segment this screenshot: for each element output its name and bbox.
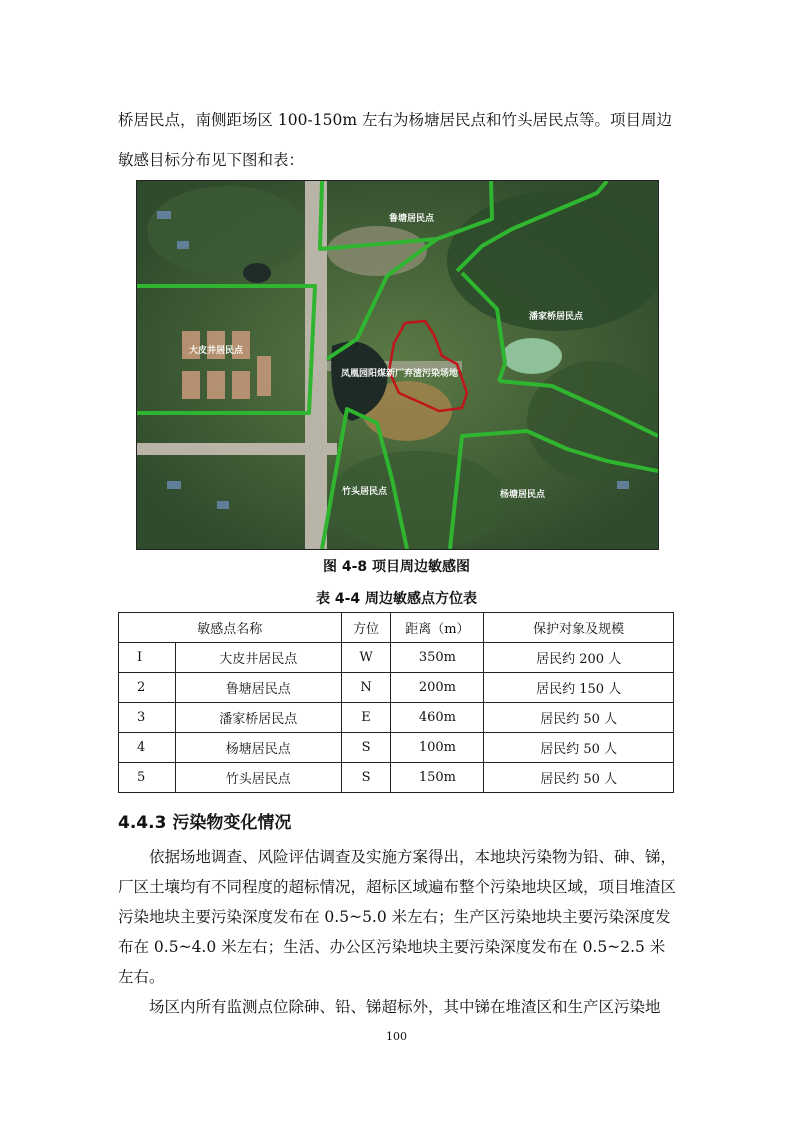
row-index: 3 (119, 703, 176, 733)
label-panjiaqiao: 潘家桥居民点 (529, 312, 584, 322)
row-protection: 居民约 50 人 (484, 703, 674, 733)
body-paragraph-1: 依据场地调查、风险评估调查及实施方案得出，本地块污染物为铅、砷、锑，厂区土壤均有不同程度的超标情况，超标区域遍布整个污染地块区域，项目堆渣区污染地块主要污染深度发布在 0.5~5.0 米左右；生产区污染地块主要污染深度发布在 0.5~4.0 米左右；生活、办公区污染地块主要污染深度发布在 0.5~2.5 米左右。 (118, 848, 677, 986)
satellite-map (136, 180, 659, 550)
row-name: 杨塘居民点 (175, 733, 341, 763)
label-lutang: 鲁塘居民点 (389, 214, 435, 224)
table-caption: 表 4-4 周边敏感点方位表 (315, 591, 478, 607)
row-protection: 居民约 200 人 (484, 643, 674, 673)
label-zhutou: 竹头居民点 (342, 487, 388, 497)
header-distance: 距离（m） (391, 613, 484, 643)
row-protection: 居民约 50 人 (484, 763, 674, 793)
table-row (119, 703, 674, 733)
row-index: I (119, 643, 176, 673)
row-name: 竹头居民点 (175, 763, 341, 793)
row-protection: 居民约 50 人 (484, 733, 674, 763)
table-header-row (119, 613, 674, 643)
row-direction: N (341, 673, 391, 703)
row-name: 大皮井居民点 (175, 643, 341, 673)
row-distance: 150m (391, 763, 484, 793)
body-paragraph-2: 场区内所有监测点位除砷、铅、锑超标外，其中锑在堆渣区和生产区污染地 (149, 998, 661, 1016)
label-yangtang: 杨塘居民点 (500, 490, 546, 500)
header-direction: 方位 (341, 613, 391, 643)
table-row (119, 733, 674, 763)
section-heading: 4.4.3 污染物变化情况 (118, 813, 292, 833)
row-index: 4 (119, 733, 176, 763)
label-dapijing: 大皮井居民点 (189, 346, 244, 356)
page-number: 100 (386, 1030, 407, 1043)
row-direction: S (341, 763, 391, 793)
sensitive-points-table (118, 612, 674, 793)
table-row (119, 643, 674, 673)
row-name: 鲁塘居民点 (175, 673, 341, 703)
figure-caption: 图 4-8 项目周边敏感图 (322, 559, 471, 575)
row-protection: 居民约 150 人 (484, 673, 674, 703)
row-name: 潘家桥居民点 (175, 703, 341, 733)
row-index: 2 (119, 673, 176, 703)
row-distance: 200m (391, 673, 484, 703)
row-distance: 100m (391, 733, 484, 763)
row-distance: 460m (391, 703, 484, 733)
header-name: 敏感点名称 (119, 613, 342, 643)
row-direction: S (341, 733, 391, 763)
table-row (119, 763, 674, 793)
header-protection: 保护对象及规模 (484, 613, 674, 643)
table-row (119, 673, 674, 703)
map-svg (137, 181, 658, 549)
row-index: 5 (119, 763, 176, 793)
intro-paragraph: 桥居民点，南侧距场区 100-150m 左右为杨塘居民点和竹头居民点等。项目周边敏感目标分布见下图和表： (118, 111, 672, 169)
row-direction: W (341, 643, 391, 673)
label-site: 凤凰园阳煤新厂弃渣污染场地 (341, 369, 459, 379)
row-distance: 350m (391, 643, 484, 673)
row-direction: E (341, 703, 391, 733)
